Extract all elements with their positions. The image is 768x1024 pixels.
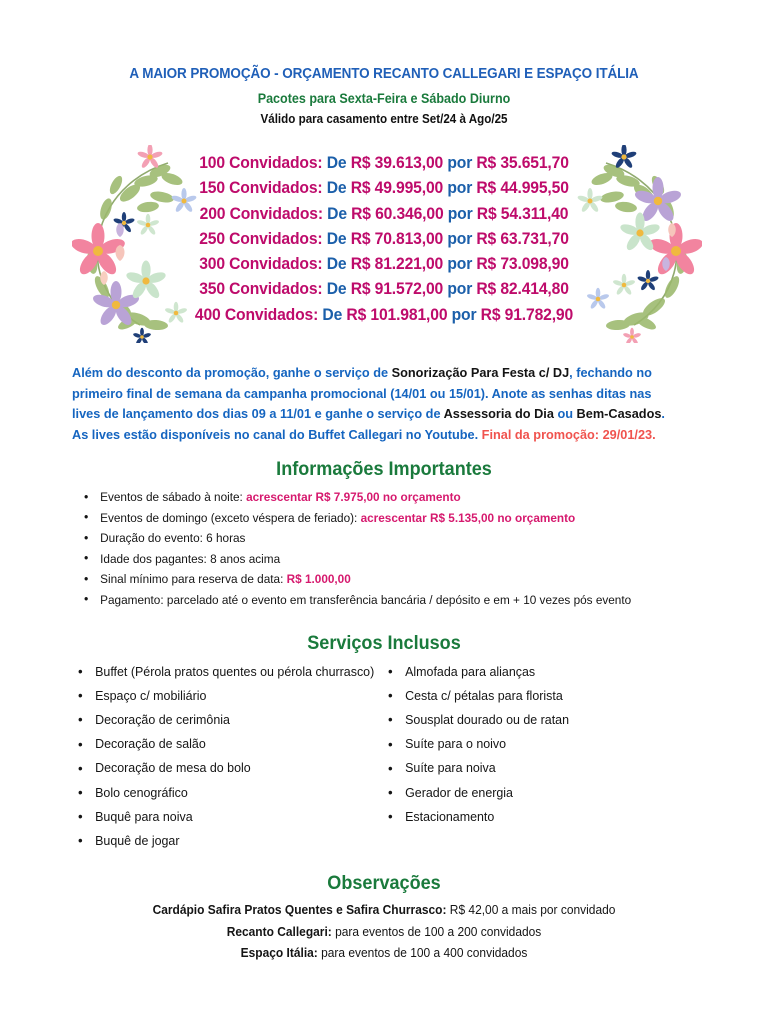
price-section: [0, 145, 768, 343]
info-list: [84, 487, 768, 611]
observation-text: para eventos de 100 a 200 convidados: [331, 924, 542, 939]
price-to-value: R$ 35.651,70: [476, 154, 569, 172]
observation-line: [19, 922, 749, 944]
info-text: Eventos de sábado à noite:: [100, 490, 247, 504]
price-to-label: por: [447, 204, 473, 223]
services-right-column: [388, 660, 668, 854]
list-item: • Buffet (Pérola pratos quentes ou pérola churrasco): [78, 660, 373, 684]
observation-label: Recanto Callegari:: [226, 924, 332, 939]
price-row: [19, 277, 749, 302]
list-item: • Bolo cenográfico: [78, 781, 373, 805]
price-from-value: R$ 70.813,00: [350, 229, 444, 248]
price-row: [19, 252, 749, 277]
header: [0, 0, 768, 126]
list-item: • Buquê para noiva: [78, 805, 373, 829]
price-row: [19, 151, 749, 176]
price-to-label: por: [447, 179, 473, 198]
price-to-value: R$ 44.995,50: [476, 179, 569, 198]
list-item: • Almofada para alianças: [388, 660, 654, 684]
list-item: • Suíte para noiva: [388, 756, 654, 780]
price-from-value: R$ 101.981,00: [346, 305, 448, 324]
price-row: [19, 227, 749, 252]
promo-text-1: Além do desconto da promoção, ganhe o serviço de: [72, 365, 392, 380]
promo-bold-assessoria: Assessoria do Dia: [443, 406, 554, 421]
list-item: • Espaço c/ mobiliário: [78, 684, 373, 708]
observation-text: para eventos de 100 a 400 convidados: [317, 946, 528, 961]
list-item: [84, 549, 734, 570]
price-from-label: De: [326, 255, 347, 274]
price-guests: 250 Convidados:: [199, 229, 323, 248]
price-from-label: De: [322, 305, 343, 324]
promo-text-4: . As lives estão disponíveis no canal do Buffet Callegari no Youtube.: [72, 406, 665, 442]
price-to-label: por: [447, 280, 473, 299]
list-item: • Gerador de energia: [388, 781, 654, 805]
list-item: • Decoração de mesa do bolo: [78, 756, 373, 780]
list-item: [84, 508, 734, 529]
price-from-value: R$ 39.613,00: [350, 154, 444, 172]
observation-line: [19, 943, 749, 965]
list-item: [84, 528, 734, 549]
price-guests: 400 Convidados:: [194, 305, 319, 324]
price-to-value: R$ 91.782,90: [480, 305, 574, 324]
price-guests: 300 Convidados:: [199, 255, 323, 274]
promo-paragraph: [72, 363, 676, 445]
observation-label: Espaço Itália:: [240, 946, 318, 961]
price-row: [19, 202, 749, 227]
promo-text-3: ou: [553, 406, 577, 421]
list-item: [84, 487, 734, 508]
section-heading-info: Informações Importantes: [276, 459, 492, 480]
info-text: Duração do evento: 6 horas: [100, 531, 246, 546]
observations-list: [0, 900, 768, 965]
info-highlight: acrescentar R$ 7.975,00 no orçamento: [246, 490, 461, 504]
info-highlight: R$ 1.000,00: [286, 572, 351, 587]
price-from-value: R$ 81.221,00: [350, 255, 444, 274]
info-text: Eventos de domingo (exceto véspera de feriado):: [100, 510, 361, 525]
price-to-value: R$ 63.731,70: [476, 229, 569, 248]
price-guests: 100 Convidados:: [199, 154, 323, 172]
section-heading-services: Serviços Inclusos: [307, 632, 461, 654]
price-to-value: R$ 54.311,40: [476, 204, 569, 223]
price-row: [19, 303, 749, 328]
price-guests: 200 Convidados:: [199, 204, 323, 223]
section-heading-observations: Observações: [327, 873, 441, 895]
list-item: • Buquê de jogar: [78, 829, 373, 853]
services-columns: [78, 660, 678, 854]
list-item: • Decoração de cerimônia: [78, 708, 373, 732]
list-item: • Cesta c/ pétalas para florista: [388, 684, 654, 708]
info-text: Sinal mínimo para reserva de data:: [100, 572, 287, 587]
validity-text: Válido para casamento entre Set/24 à Ago/25: [260, 112, 508, 126]
promo-bold-dj: Sonorização Para Festa c/ DJ: [391, 365, 570, 380]
promo-bold-bemcasados: Bem-Casados: [576, 406, 662, 421]
list-item: [84, 590, 734, 611]
price-from-label: De: [326, 229, 347, 248]
price-list: [0, 145, 768, 328]
promo-text-2: , fechando no primeiro final de semana da campanha promocional (14/01 ou 15/01). Anote as senhas ditas nas lives de lançamento dos dias 09 a 11/01 e ganhe o serviço de: [72, 365, 652, 421]
observation-label: Cardápio Safira Pratos Quentes e Safira Churrasco:: [152, 903, 447, 918]
price-to-label: por: [447, 229, 473, 248]
services-left-column: [78, 660, 388, 854]
list-item: • Sousplat dourado ou de ratan: [388, 708, 654, 732]
list-item: • Estacionamento: [388, 805, 654, 829]
price-to-value: R$ 73.098,90: [476, 255, 569, 274]
price-from-value: R$ 49.995,00: [350, 179, 444, 198]
list-item: • Suíte para o noivo: [388, 732, 654, 756]
price-from-value: R$ 91.572,00: [350, 280, 444, 299]
info-highlight: acrescentar R$ 5.135,00 no orçamento: [360, 510, 576, 525]
promo-deadline: Final da promoção: 29/01/23.: [481, 426, 656, 442]
price-from-value: R$ 60.346,00: [351, 204, 444, 223]
price-from-label: De: [326, 154, 347, 172]
observation-text: R$ 42,00 a mais por convidado: [446, 903, 616, 918]
price-to-label: por: [447, 154, 473, 172]
price-to-label: por: [451, 305, 477, 324]
price-guests: 350 Convidados:: [199, 280, 323, 299]
price-row: [19, 176, 749, 201]
price-guests: 150 Convidados:: [199, 179, 323, 198]
page-title: A MAIOR PROMOÇÃO - ORÇAMENTO RECANTO CALLEGARI E ESPAÇO ITÁLIA: [129, 66, 639, 82]
price-from-label: De: [326, 280, 347, 299]
info-text: Pagamento: parcelado até o evento em transferência bancária / depósito e em + 10 vezes pós evento: [100, 592, 632, 607]
info-text: Idade dos pagantes: 8 anos acima: [100, 551, 281, 566]
page-subtitle: Pacotes para Sexta-Feira e Sábado Diurno: [257, 91, 511, 106]
observation-line: [19, 900, 749, 922]
price-from-label: De: [326, 179, 347, 198]
price-to-label: por: [447, 255, 473, 274]
list-item: • Decoração de salão: [78, 732, 373, 756]
price-from-label: De: [327, 204, 347, 223]
price-to-value: R$ 82.414,80: [476, 280, 569, 299]
list-item: [84, 569, 734, 590]
